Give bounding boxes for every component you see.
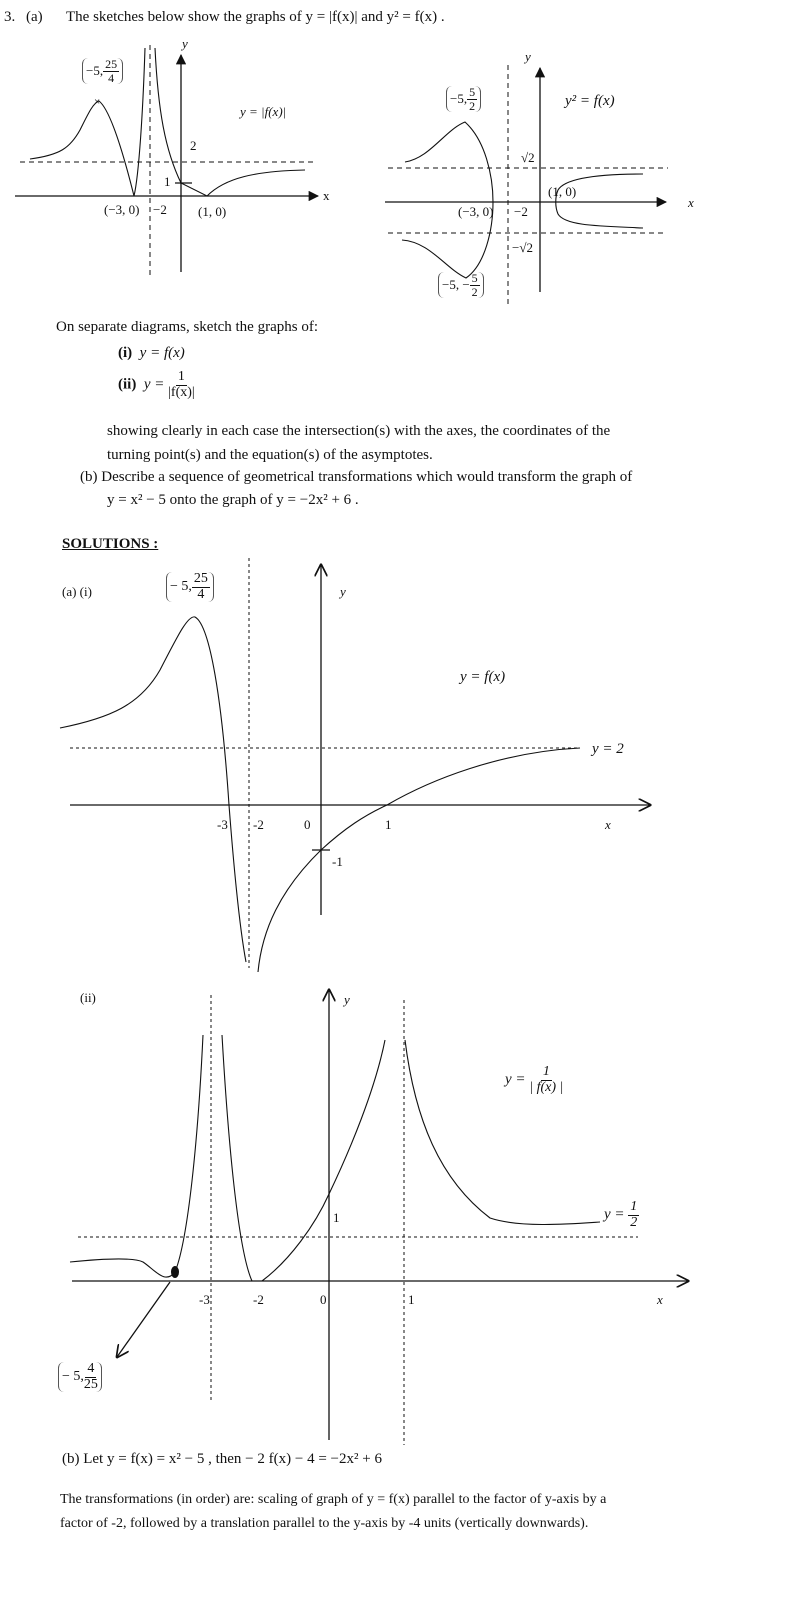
y-axis-label: y (525, 49, 531, 64)
turning-point-label: − 5, $\frac{25}{4}$ (166, 572, 214, 602)
curve-right (258, 748, 580, 972)
tick-label-y-1: 1 (333, 1210, 340, 1225)
graph-abs-f (15, 45, 318, 278)
curve-left (70, 1035, 203, 1277)
curve-left (402, 122, 493, 278)
asymptote-label: y = 2 (592, 741, 624, 757)
y-axis-label: y (340, 584, 346, 599)
tick-label-minus-3: -3 (199, 1292, 210, 1307)
tick-label-minus-2: -2 (253, 817, 264, 832)
point-label-1-0: (1, 0) (198, 204, 227, 219)
curve-right (556, 174, 643, 228)
y-axis-label: y (344, 992, 350, 1007)
turning-point-top-label: −5, $\frac{5}{2}$ (446, 86, 481, 112)
part-b-explanation-2: factor of -2, followed by a translation parallel to the y-axis by -4 units (vertically downwards). (60, 1516, 589, 1531)
equation-label: y² = f(x) (565, 93, 615, 109)
part-i-label: (a) (i) (62, 584, 92, 599)
graph-y-squared (385, 65, 668, 305)
turning-point-bottom-label: −5, − $\frac{5}{2}$ (438, 272, 484, 298)
tick-label-1: 1 (408, 1292, 415, 1307)
point-label-minus-3: (−3, 0) (104, 202, 140, 217)
showing-line-2: turning point(s) and the equation(s) of the asymptotes. (107, 447, 433, 463)
question-intro: The sketches below show the graphs of y = |f(x)| and y² = f(x) . (66, 9, 445, 25)
turning-point-label: − 5, $\frac{4}{25}$ (58, 1362, 102, 1392)
tick-label-minus-3: -3 (217, 817, 228, 832)
part-b-solution: (b) Let y = f(x) = x² − 5 , then − 2 f(x) − 4 = −2x² + 6 (62, 1451, 382, 1467)
sqrt2-label: √2 (521, 150, 535, 165)
tick-label-1: 1 (385, 817, 392, 832)
label-arrow (117, 1282, 170, 1357)
neg-sqrt2-label: −√2 (512, 240, 533, 255)
tick-label-0: 0 (320, 1292, 327, 1307)
tick-label-minus-1: -1 (332, 854, 343, 869)
turning-point-dot (171, 1266, 179, 1278)
x-axis-label: x (605, 817, 611, 832)
showing-line-1: showing clearly in each case the intersection(s) with the axes, the coordinates of the (107, 423, 611, 439)
equation-label: y = f(x) (460, 669, 506, 685)
curve-middle (222, 1035, 385, 1281)
part-b-line-2: y = x² − 5 onto the graph of y = −2x² + 6 . (107, 492, 359, 508)
question-number: 3. (4, 9, 16, 25)
y-axis-label: y (182, 36, 188, 51)
tick-label-1: 1 (164, 174, 171, 189)
curve-left (60, 617, 246, 962)
x-axis-label: x (688, 195, 694, 210)
tick-label-0: 0 (304, 817, 311, 832)
graph-ii (70, 990, 688, 1445)
tick-label-minus-2: -2 (253, 1292, 264, 1307)
turning-point-marker: × (94, 96, 101, 108)
asymptote-label: y = $\frac{1}{2}$ (604, 1199, 638, 1230)
tick-label-minus-2: −2 (514, 204, 528, 219)
part-b-explanation-1: The transformations (in order) are: scaling of graph of y = f(x) parallel to the factor of y-axis by a (60, 1492, 607, 1507)
item-i: (i) y = f(x) (118, 345, 185, 361)
point-label-minus-3: (−3, 0) (458, 204, 494, 219)
curve-right (155, 48, 305, 196)
instruction: On separate diagrams, sketch the graphs of: (56, 319, 318, 335)
solutions-heading: SOLUTIONS : (62, 536, 159, 552)
tick-label-minus-2: −2 (153, 202, 167, 217)
equation-label: y = |f(x)| (240, 104, 287, 119)
item-ii: (ii) y = $\frac{1}{|f(x)|}$ (118, 369, 195, 400)
graph-i (60, 558, 650, 972)
point-label-1-0: (1, 0) (548, 184, 577, 199)
x-axis-label: x (323, 188, 330, 203)
curve-right (405, 1040, 600, 1225)
x-axis-label: x (657, 1292, 663, 1307)
part-b-line-1: (b) Describe a sequence of geometrical transformations which would transform the graph of (80, 469, 633, 485)
tick-label-2: 2 (190, 138, 197, 153)
part-a-label: (a) (26, 9, 43, 25)
turning-point-label: −5, $\frac{25}{4}$ (82, 58, 123, 84)
part-ii-label: (ii) (80, 990, 96, 1005)
equation-label: y = $\frac{1}{| f(x) |}$ (505, 1064, 564, 1095)
